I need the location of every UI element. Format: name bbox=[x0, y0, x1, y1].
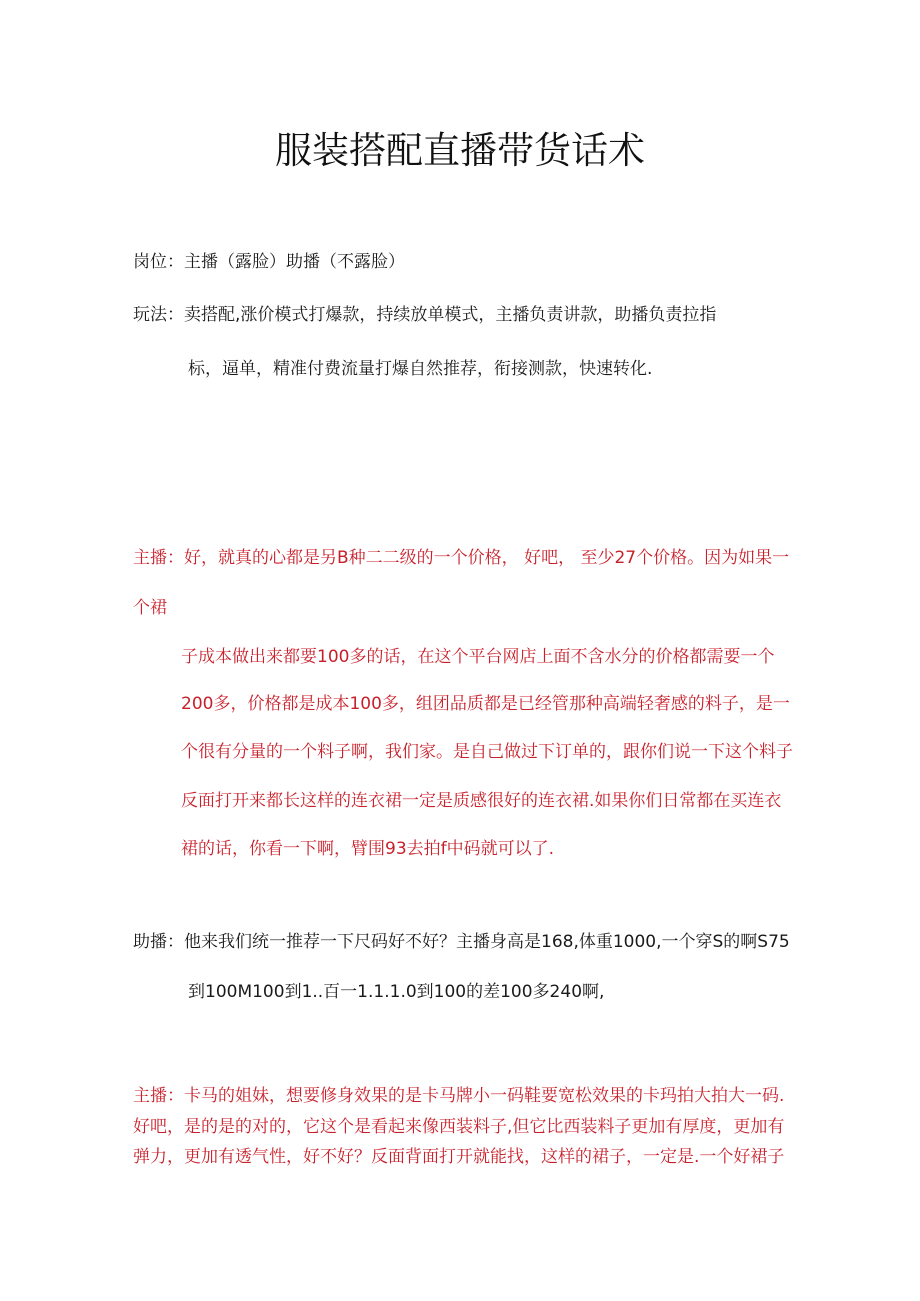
host-paragraph-2-line-2: 好吧，是的是的对的，它这个是看起来像西装料子,但它比西装料子更加有厚度，更加有 bbox=[133, 1117, 785, 1137]
document-title: 服装搭配直播带货话术 bbox=[275, 129, 645, 172]
host-paragraph-1-line-4: 200多，价格都是成本100多，组团品质都是已经管那种高端轻奢感的料子，是一 bbox=[181, 694, 790, 714]
assistant-paragraph-line-2: 到100M100到1..百一1.1.1.0到100的差100多240啊, bbox=[188, 982, 605, 1002]
play-line-1: 玩法：卖搭配,涨价模式打爆款，持续放单模式，主播负责讲款，助播负责拉指 bbox=[133, 305, 717, 325]
assistant-paragraph-line-1: 助播：他来我们统一推荐一下尺码好不好？主播身高是168,体重1000,一个穿S的啊S75 bbox=[133, 932, 790, 952]
host-paragraph-2-line-1: 主播：卡马的姐妹，想要修身效果的是卡马牌小一码鞋要宽松效果的卡玛拍大拍大一码. bbox=[133, 1086, 785, 1106]
host-paragraph-1-line-6: 反面打开来都长这样的连衣裙一定是质感很好的连衣裙.如果你们日常都在买连衣 bbox=[181, 791, 782, 811]
host-paragraph-1-line-3: 子成本做出来都要100多的话，在这个平台网店上面不含水分的价格都需要一个 bbox=[181, 647, 775, 667]
host-paragraph-1-line-2: 个裙 bbox=[133, 598, 167, 618]
post-line: 岗位：主播（露脸）助播（不露脸） bbox=[133, 252, 405, 272]
play-line-2: 标，逼单，精准付费流量打爆自然推荐，衔接测款，快速转化. bbox=[188, 359, 653, 379]
host-paragraph-2-line-3: 弹力，更加有透气性，好不好？反面背面打开就能找，这样的裙子，一定是.一个好裙子 bbox=[133, 1147, 785, 1167]
host-paragraph-1-line-7: 裙的话，你看一下啊，臂围93去拍f中码就可以了. bbox=[181, 839, 555, 859]
host-paragraph-1-line-1: 主播：好，就真的心都是另B种二二级的一个价格， 好吧， 至少27个价格。因为如果一 bbox=[133, 548, 790, 568]
host-paragraph-1-line-5: 个很有分量的一个料子啊，我们家。是自己做过下订单的，跟你们说一下这个料子 bbox=[181, 742, 793, 762]
